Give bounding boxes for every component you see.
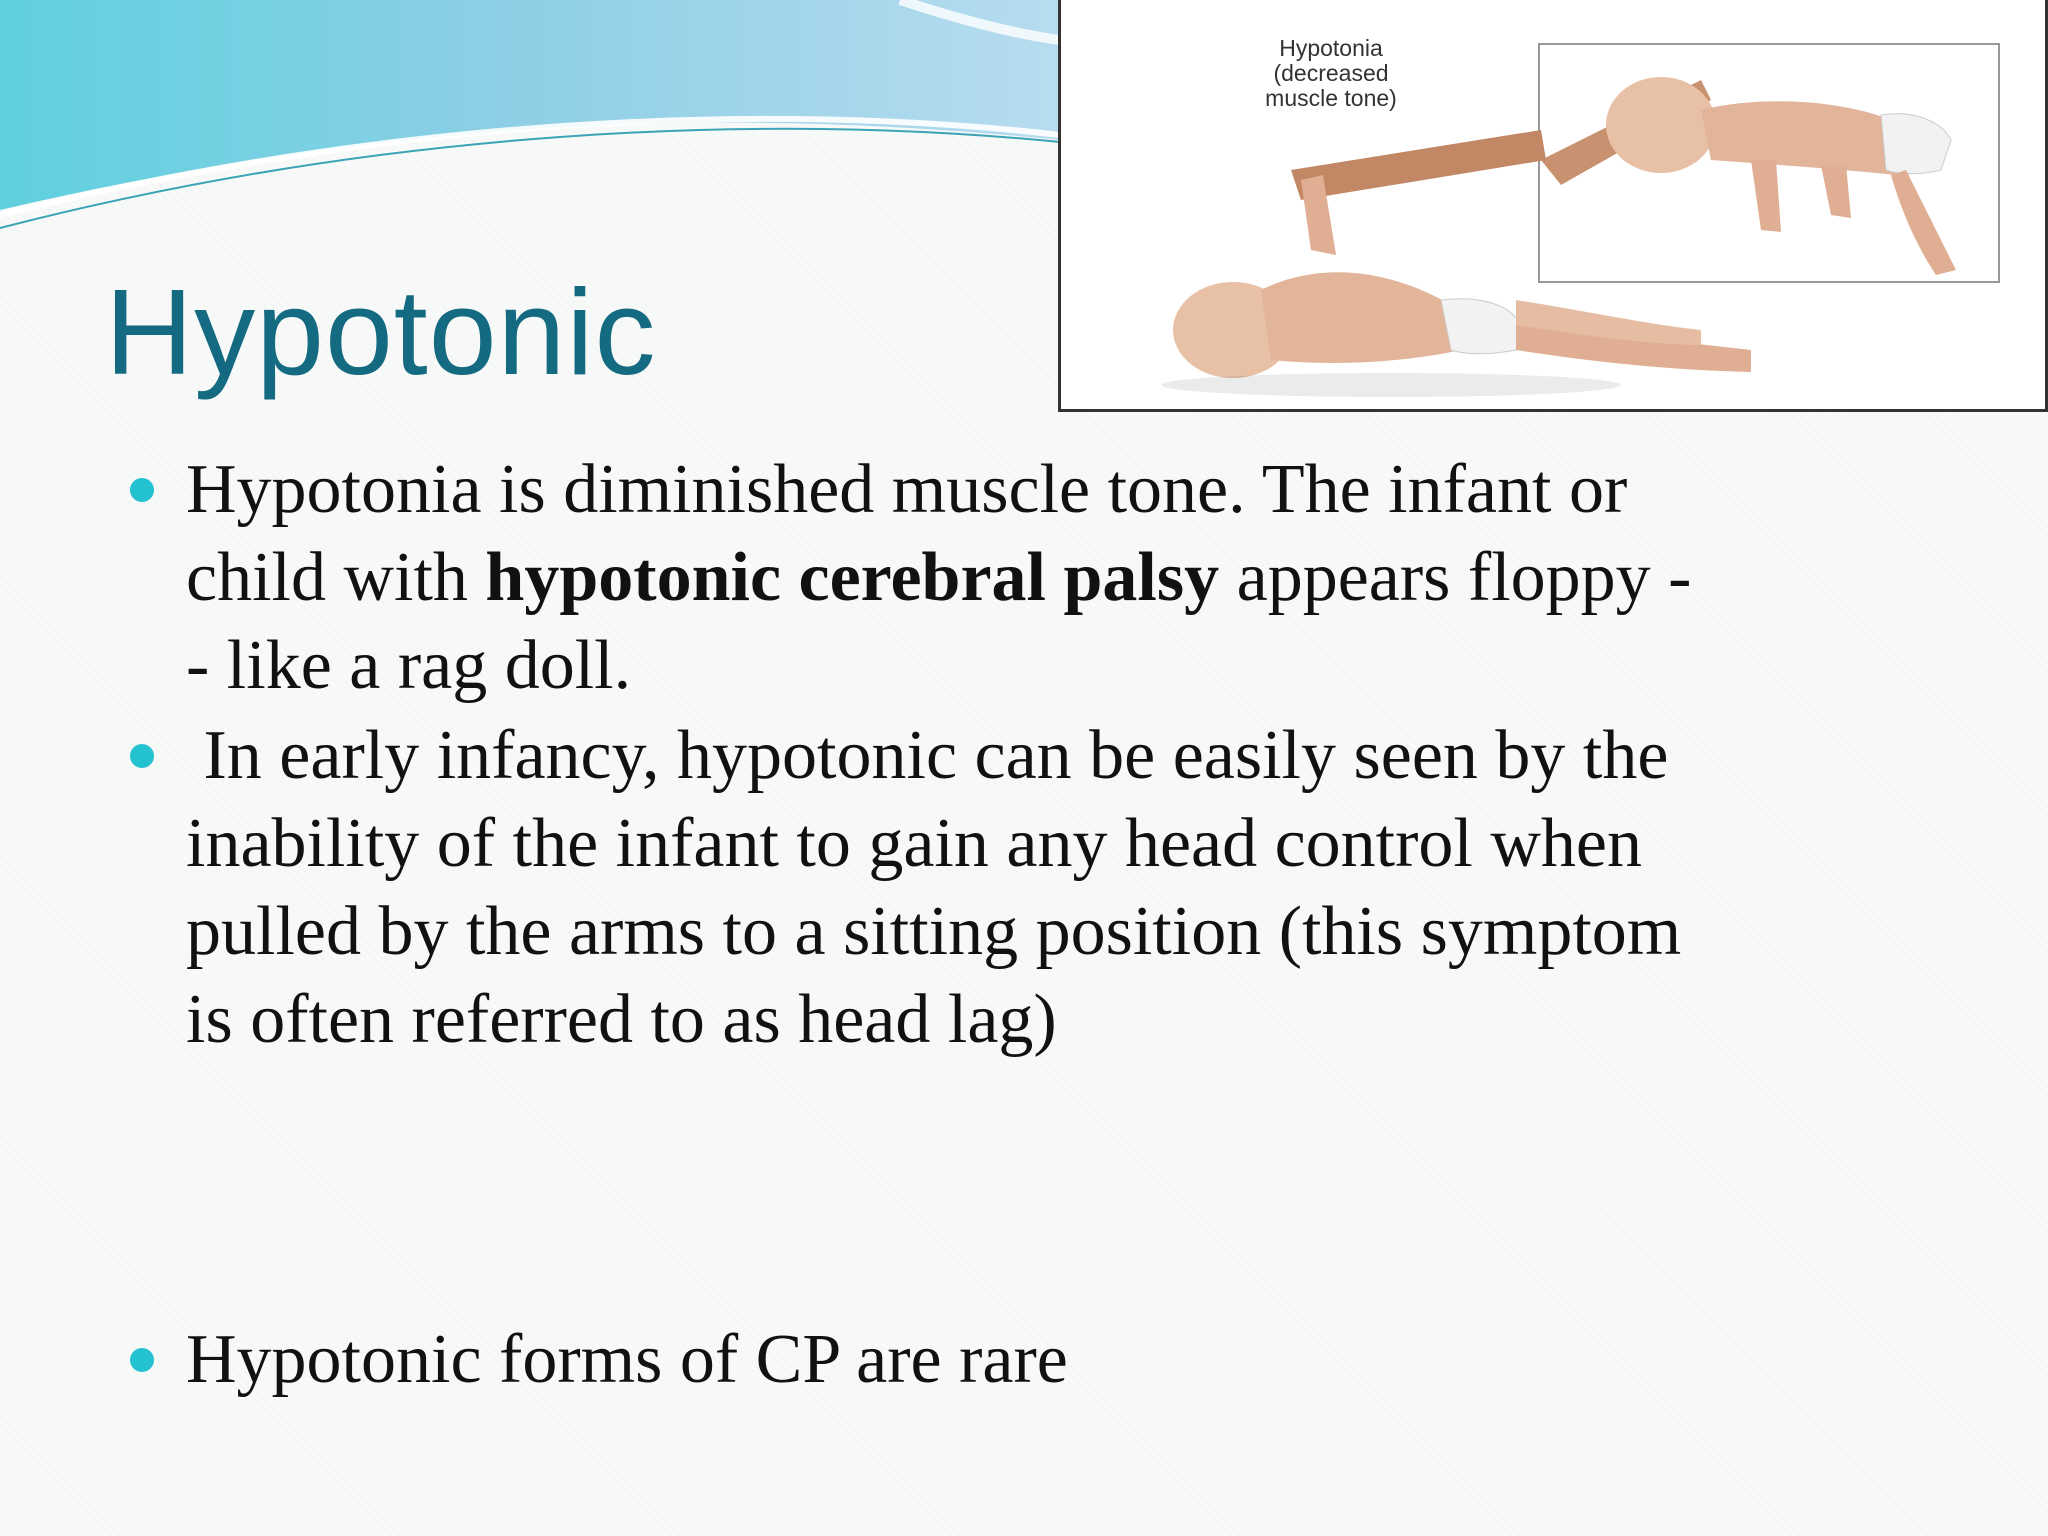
bullet-text: pulled by the arms to a sitting position (this symptom	[186, 893, 1682, 970]
bullet-text	[186, 534, 1930, 622]
hypotonia-figure	[1058, 0, 2048, 412]
bullet-text-segment: child with	[186, 539, 486, 616]
bullet-item	[130, 446, 1930, 710]
bullet-text: In early infancy, hypotonic can be easily seen by the	[186, 717, 1669, 794]
bullet-dot-icon	[130, 478, 154, 502]
bullet-text: - like a rag doll.	[186, 627, 632, 704]
slide-title: Hypotonic	[105, 264, 657, 400]
bullet-dot-icon	[130, 1348, 154, 1372]
bullet-item	[130, 1316, 1068, 1404]
bullet-item	[130, 712, 1930, 1064]
figure-caption: Hypotonia (decreased muscle tone)	[1265, 35, 1397, 111]
bullet-text: is often referred to as head lag)	[186, 981, 1057, 1058]
infant-illustration-icon	[1061, 0, 2048, 412]
bullet-text: inability of the infant to gain any head control when	[186, 805, 1642, 882]
bullet-text-segment: appears floppy -	[1219, 539, 1692, 616]
bullet-text-bold: hypotonic cerebral palsy	[485, 539, 1220, 616]
bullet-dot-icon	[130, 744, 154, 768]
bullet-text: Hypotonia is diminished muscle tone. The infant or	[186, 451, 1628, 528]
decorative-wave	[0, 0, 1100, 240]
bullet-text: Hypotonic forms of CP are rare	[186, 1321, 1068, 1398]
bullet-list	[130, 446, 1930, 1398]
